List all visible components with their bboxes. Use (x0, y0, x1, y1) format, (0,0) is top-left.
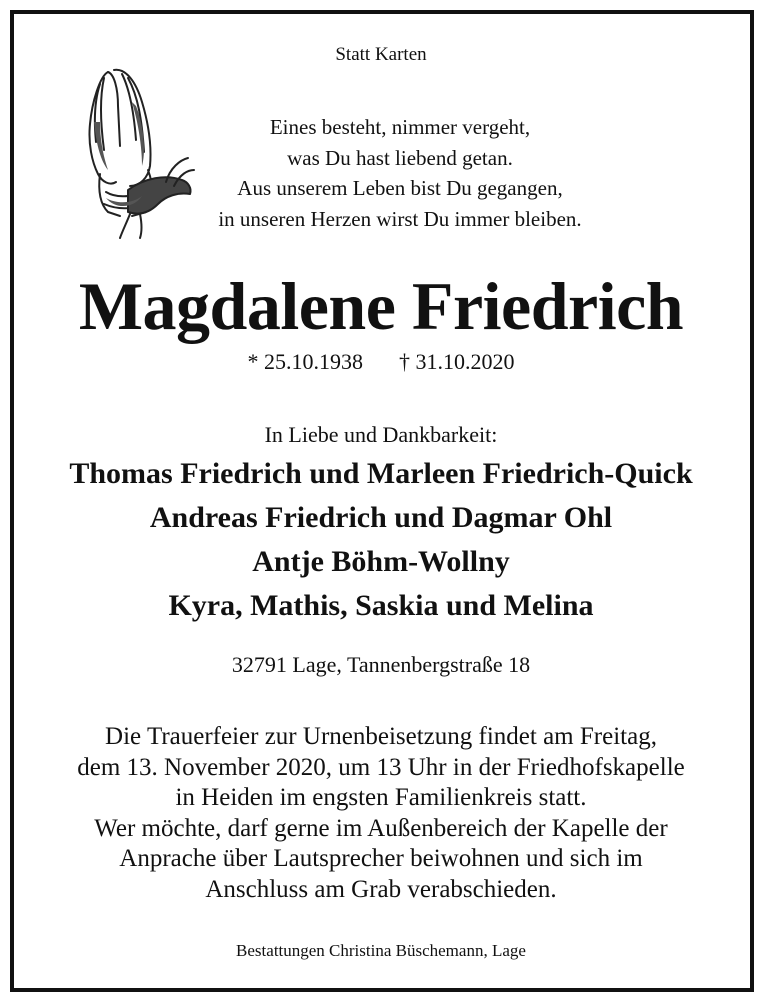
mourner-line: Andreas Friedrich und Dagmar Ohl (149, 501, 613, 534)
undertaker-credit: Bestattungen Christina Büschemann, Lage (236, 941, 526, 960)
ceremony-line: Anschluss am Grab verabschieden. (205, 875, 557, 903)
mourner-line: Kyra, Mathis, Saskia und Melina (168, 589, 594, 622)
ceremony-line: dem 13. November 2020, um 13 Uhr in der Friedhofskapelle (77, 753, 685, 781)
poem-line: Aus unserem Leben bist Du gegangen, (237, 176, 563, 200)
ceremony-line: Die Trauerfeier zur Urnenbeisetzung findet am Freitag, (105, 723, 657, 750)
ceremony-line: in Heiden im engsten Familienkreis statt. (175, 784, 587, 811)
memorial-poem (170, 112, 630, 234)
birth-date: * 25.10.1938 (247, 349, 363, 374)
poem-line: in unseren Herzen wirst Du immer bleiben. (218, 206, 582, 231)
deceased-name: Magdalene Friedrich (78, 268, 684, 344)
statt-karten-label: Statt Karten (335, 44, 427, 65)
ceremony-line: Anprache über Lautsprecher beiwohnen und sich im (119, 845, 643, 872)
death-date: † 31.10.2020 (399, 349, 515, 374)
mourner-line: Thomas Friedrich und Marleen Friedrich-Quick (69, 457, 693, 490)
poem-line: Eines besteht, nimmer vergeht, (269, 115, 531, 139)
life-dates (0, 349, 762, 375)
mourner-line: Antje Böhm-Wollny (252, 545, 510, 578)
mourners-intro: In Liebe und Dankbarkeit: (264, 422, 498, 447)
poem-line: was Du hast liebend getan. (287, 145, 513, 170)
ceremony-line: Wer möchte, darf gerne im Außenbereich der Kapelle der (94, 814, 668, 842)
mourners-list (0, 452, 762, 628)
family-address: 32791 Lage, Tannenbergstraße 18 (231, 652, 531, 677)
ceremony-notice (0, 722, 762, 905)
